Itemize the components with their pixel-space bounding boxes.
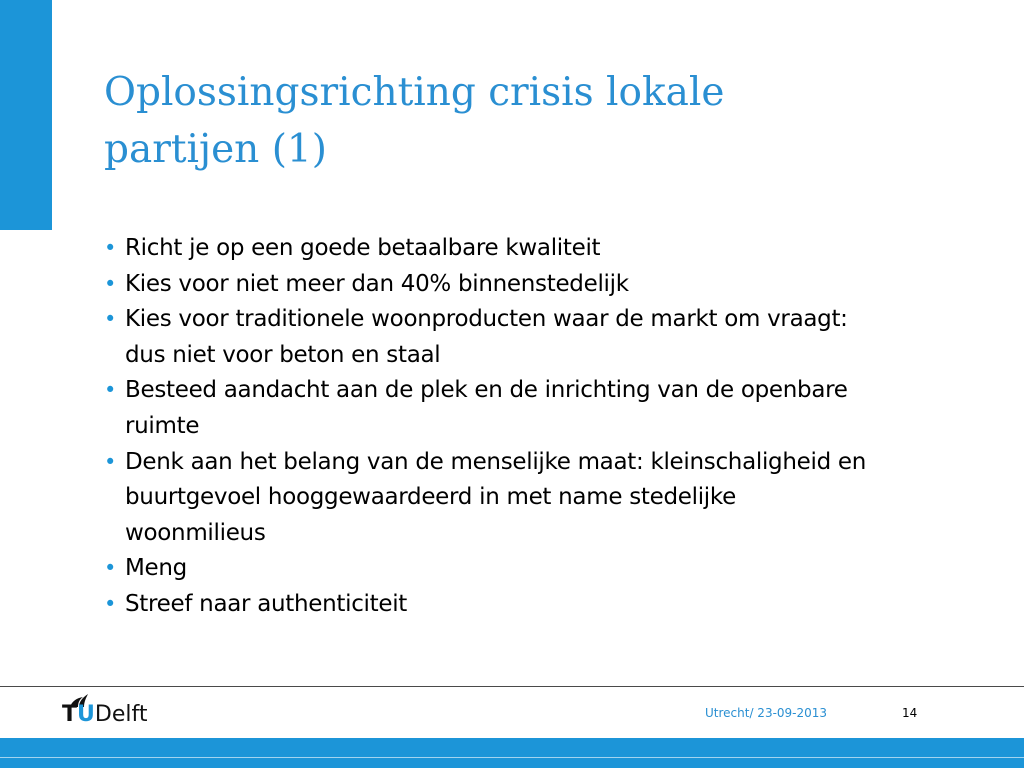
bullet-item [104, 231, 984, 267]
bullet-text-line: dus niet voor beton en staal [125, 341, 441, 368]
bullet-text-line: ruimte [125, 412, 200, 439]
tu-delft-logo [62, 692, 172, 736]
footer-divider [0, 686, 1024, 687]
bullet-text-line: Meng [125, 555, 187, 582]
page-number: 14 [902, 706, 918, 720]
footer-date: Utrecht/ 23-09-2013 [705, 706, 828, 720]
logo-wordmark [62, 702, 147, 728]
bullet-marker: • [104, 449, 117, 474]
bullet-item [104, 445, 984, 552]
bullet-text-line: buurtgevoel hooggewaardeerd in met name stedelijke [125, 484, 736, 511]
bullet-marker: • [104, 556, 117, 581]
bullet-item [104, 587, 984, 623]
bullet-item [104, 302, 984, 373]
bottom-bar [0, 738, 1024, 768]
bullet-text-line: Besteed aandacht aan de plek en de inrichting van de openbare [125, 377, 848, 404]
logo-letter-u: U [77, 702, 95, 727]
bullet-item [104, 267, 984, 303]
bullet-text-line: Richt je op een goede betaalbare kwaliteit [125, 235, 601, 261]
accent-bar [0, 0, 52, 230]
bullet-item [104, 551, 984, 587]
bullet-marker: • [104, 236, 117, 260]
slide-title-line-2: partijen (1) [104, 127, 327, 172]
bullet-marker: • [104, 378, 117, 403]
bullet-text-line: Kies voor traditionele woonproducten waar de markt om vraagt: [125, 306, 848, 333]
bullet-list [104, 231, 984, 623]
bullet-text-line: Kies voor niet meer dan 40% binnenstedelijk [125, 270, 629, 297]
slide-title [104, 64, 984, 178]
logo-word-delft: Delft [94, 702, 148, 727]
bullet-marker: • [104, 591, 117, 616]
bullet-text-line: Denk aan het belang van de menselijke maat: kleinschaligheid en [125, 448, 867, 475]
slide-title-line-1: Oplossingsrichting crisis lokale [104, 70, 725, 115]
bullet-item [104, 373, 984, 444]
bullet-marker: • [104, 271, 117, 296]
bullet-marker: • [104, 307, 117, 332]
logo-letter-t: T [62, 702, 78, 727]
bullet-text-line: woonmilieus [125, 519, 266, 546]
bottom-bar-stripe [0, 757, 1024, 758]
bullet-text-line: Streef naar authenticiteit [125, 590, 408, 617]
